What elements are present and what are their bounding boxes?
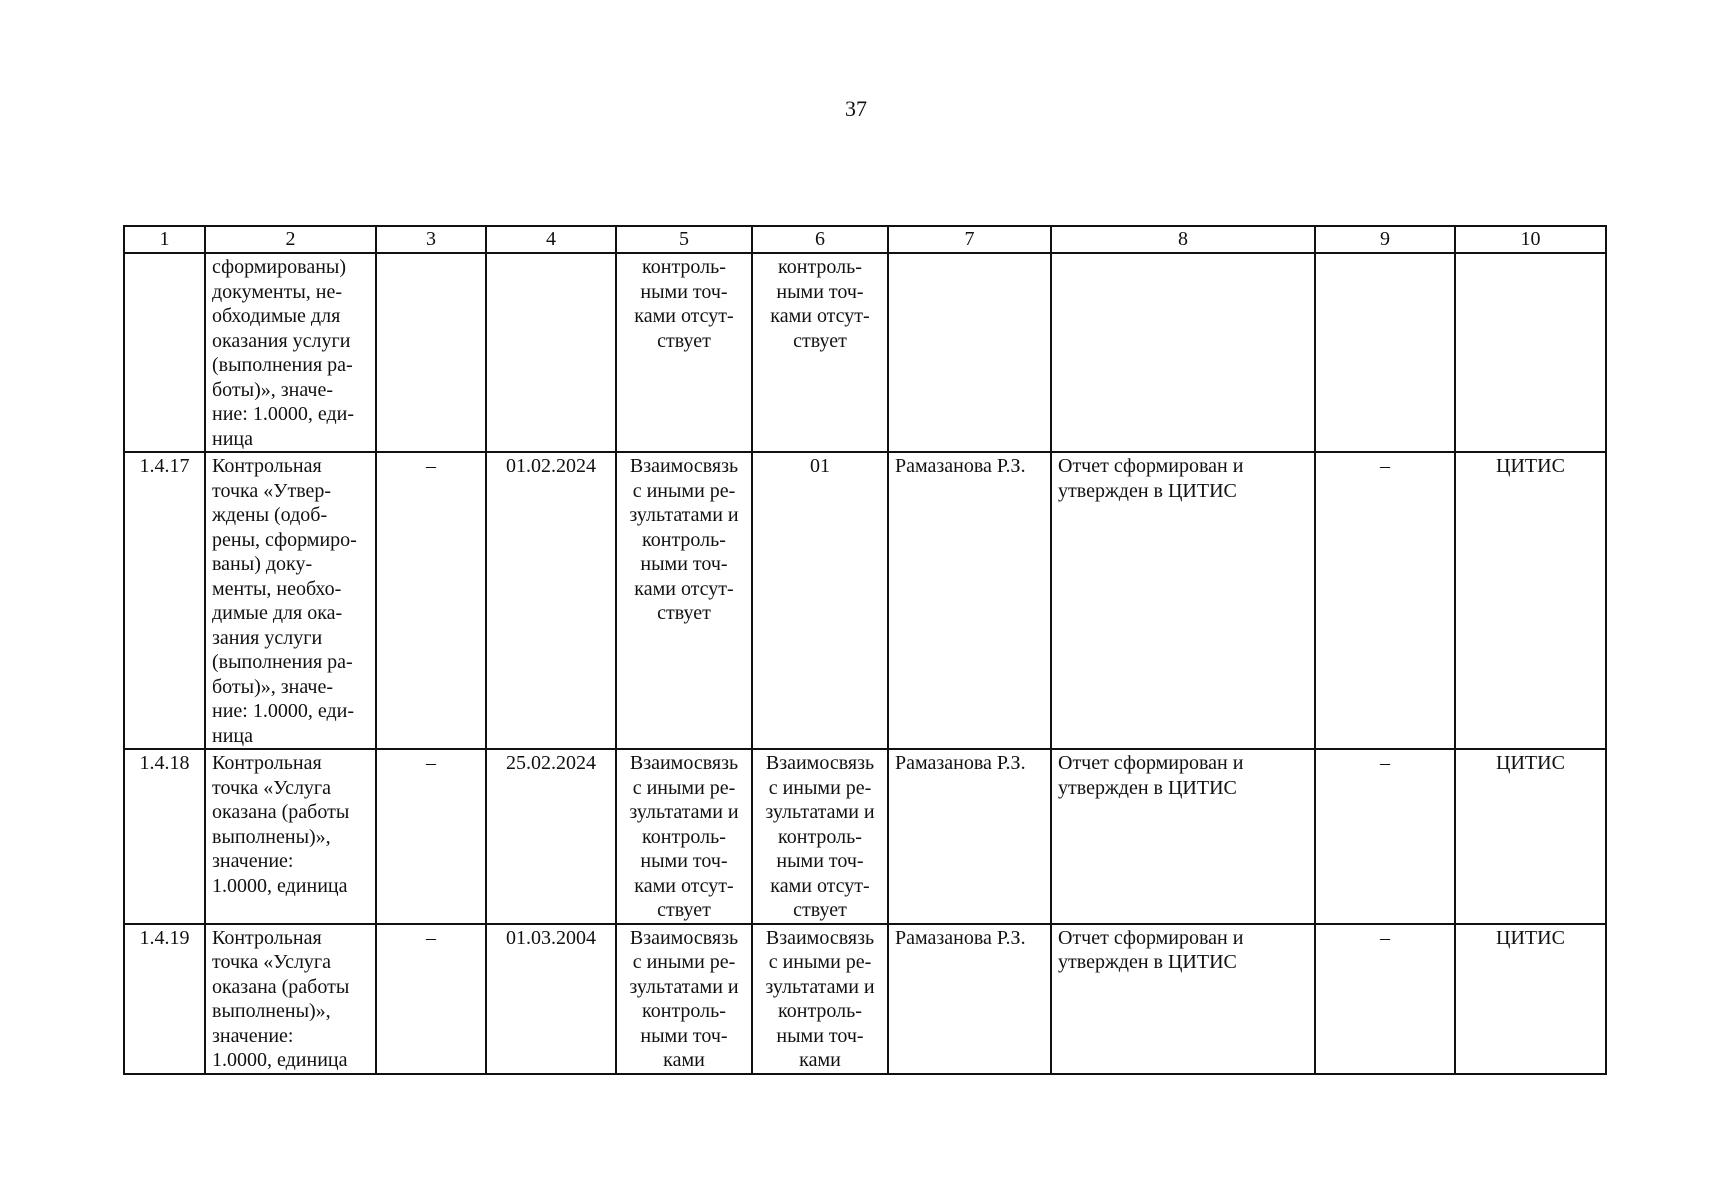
column-header: 2: [205, 226, 376, 253]
row-number-cell: 1.4.17: [124, 452, 205, 749]
date-cell: [486, 253, 616, 452]
relation-cell: Взаимосвязь с иными ре- зультатами и контроль- ными точ- ками: [616, 924, 752, 1074]
row-number-cell: [124, 253, 205, 452]
col9-cell: –: [1315, 749, 1455, 924]
column-header: 10: [1455, 226, 1606, 253]
col9-cell: –: [1315, 924, 1455, 1074]
responsible-cell: [888, 253, 1051, 452]
system-cell: ЦИТИС: [1455, 749, 1606, 924]
system-cell: ЦИТИС: [1455, 924, 1606, 1074]
header-row: [124, 226, 1606, 253]
relation-cell: Взаимосвязь с иными ре- зультатами и контроль- ными точ- ками отсут- ствует: [616, 452, 752, 749]
column-header: 3: [376, 226, 486, 253]
column-header: 9: [1315, 226, 1455, 253]
column-header: 8: [1051, 226, 1315, 253]
result-cell: [1051, 253, 1315, 452]
col9-cell: –: [1315, 452, 1455, 749]
result-cell: Отчет сформирован и утвержден в ЦИТИС: [1051, 749, 1315, 924]
column-header: 4: [486, 226, 616, 253]
table-row: [124, 253, 1606, 452]
system-cell: [1455, 253, 1606, 452]
relation-cell: Взаимосвязь с иными ре- зультатами и контроль- ными точ- ками отсут- ствует: [616, 749, 752, 924]
schedule-table: [123, 225, 1607, 1075]
result-cell: Отчет сформирован и утвержден в ЦИТИС: [1051, 452, 1315, 749]
relation-cell: контроль- ными точ- ками отсут- ствует: [616, 253, 752, 452]
checkpoint-description-cell: Контрольная точка «Услуга оказана (работы выполнены)», значение: 1.0000, единица: [205, 749, 376, 924]
row-number-cell: 1.4.18: [124, 749, 205, 924]
result-cell: Отчет сформирован и утвержден в ЦИТИС: [1051, 924, 1315, 1074]
col3-cell: –: [376, 452, 486, 749]
responsible-cell: Рамазанова Р.З.: [888, 452, 1051, 749]
col3-cell: [376, 253, 486, 452]
responsible-cell: Рамазанова Р.З.: [888, 749, 1051, 924]
date-cell: 25.02.2024: [486, 749, 616, 924]
col9-cell: [1315, 253, 1455, 452]
column-header: 7: [888, 226, 1051, 253]
table-row: [124, 924, 1606, 1074]
relation-cell: Взаимосвязь с иными ре- зультатами и контроль- ными точ- ками отсут- ствует: [752, 749, 888, 924]
column-header: 6: [752, 226, 888, 253]
table-row: [124, 749, 1606, 924]
checkpoint-description-cell: Контрольная точка «Услуга оказана (работы выполнены)», значение: 1.0000, единица: [205, 924, 376, 1074]
relation-cell: контроль- ными точ- ками отсут- ствует: [752, 253, 888, 452]
col3-cell: –: [376, 924, 486, 1074]
relation-cell: 01: [752, 452, 888, 749]
checkpoint-description-cell: Контрольная точка «Утвер- ждены (одоб- рены, сформиро- ваны) доку- менты, необхо- димые для ока- зания услуги (выполнения ра- боты)», значе- ние: 1.0000, еди- ница: [205, 452, 376, 749]
checkpoint-description-cell: сформированы) документы, не- обходимые для оказания услуги (выполнения ра- боты)», значе- ние: 1.0000, еди- ница: [205, 253, 376, 452]
date-cell: 01.03.2004: [486, 924, 616, 1074]
system-cell: ЦИТИС: [1455, 452, 1606, 749]
col3-cell: –: [376, 749, 486, 924]
responsible-cell: Рамазанова Р.З.: [888, 924, 1051, 1074]
page-number: 37: [845, 96, 867, 121]
row-number-cell: 1.4.19: [124, 924, 205, 1074]
date-cell: 01.02.2024: [486, 452, 616, 749]
column-header: 5: [616, 226, 752, 253]
relation-cell: Взаимосвязь с иными ре- зультатами и контроль- ными точ- ками: [752, 924, 888, 1074]
table-row: [124, 452, 1606, 749]
column-header: 1: [124, 226, 205, 253]
